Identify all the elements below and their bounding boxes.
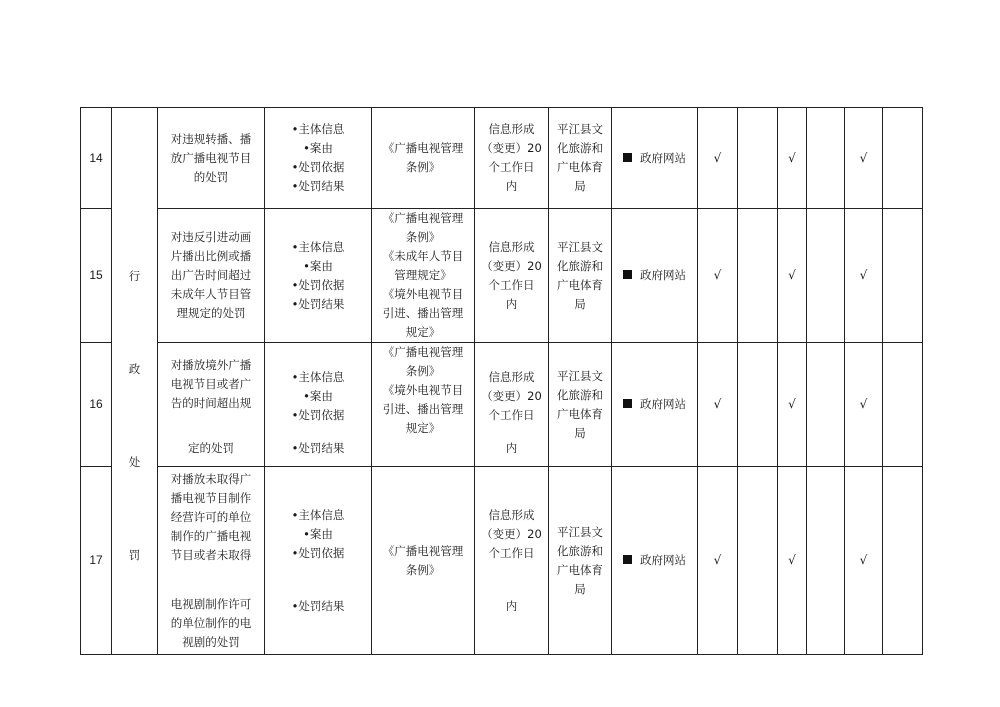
basis-line: 《广播电视管理 bbox=[382, 345, 464, 359]
content-line bbox=[265, 158, 371, 177]
time-line: （变更）20 bbox=[481, 141, 542, 155]
time-line: （变更）20 bbox=[481, 258, 542, 273]
time-top bbox=[475, 346, 548, 425]
content-line bbox=[265, 597, 371, 616]
time-line: 个工作日 bbox=[488, 160, 535, 174]
matter-top bbox=[158, 470, 264, 565]
matter-cell bbox=[158, 209, 265, 343]
matter-line: 告的时间超出规 bbox=[170, 395, 252, 410]
matter-line: 对播放未取得广 bbox=[170, 471, 252, 486]
basis-line: 《广播电视管理 bbox=[382, 141, 464, 155]
content-cell bbox=[265, 209, 372, 343]
time-top bbox=[475, 470, 548, 563]
matter-top bbox=[158, 346, 264, 413]
subject-line: 局 bbox=[574, 179, 586, 193]
category-char: 处 bbox=[128, 455, 141, 469]
subject-line: 平江县文 bbox=[557, 239, 603, 254]
basis-line: 《未成年人节目 bbox=[382, 249, 464, 263]
basis-cell bbox=[372, 343, 475, 467]
check-cell bbox=[845, 343, 883, 467]
time-line: （变更）20 bbox=[481, 388, 542, 403]
check-cell bbox=[845, 209, 883, 343]
category-char: 政 bbox=[128, 362, 141, 376]
table-row bbox=[81, 467, 923, 655]
matter-line: 的单位制作的电 bbox=[170, 615, 252, 630]
time-cell bbox=[475, 209, 549, 343]
matter-line: 电视节目或者广 bbox=[170, 376, 252, 391]
time-line: 内 bbox=[505, 598, 518, 613]
check-cell bbox=[845, 108, 883, 209]
content-bottom bbox=[265, 597, 371, 652]
subject-cell bbox=[549, 343, 612, 467]
time-line: 内 bbox=[505, 179, 518, 193]
line-text: 案由 bbox=[309, 258, 333, 273]
subject-line: 广电体育 bbox=[557, 160, 603, 174]
channel-text: 政府网站 bbox=[640, 553, 686, 567]
basis-line: 规定》 bbox=[405, 325, 441, 339]
content-top bbox=[265, 470, 371, 563]
line-text: 处罚结果 bbox=[298, 179, 345, 193]
category-label bbox=[112, 171, 157, 591]
bullet-mark: • bbox=[303, 388, 310, 403]
line-text: 处罚依据 bbox=[298, 277, 345, 292]
check-mark-icon: √ bbox=[788, 268, 796, 282]
matter-line: 片播出比例或播 bbox=[170, 249, 252, 263]
matter-bottom bbox=[158, 595, 264, 652]
bullet-mark: • bbox=[303, 141, 310, 155]
table-row bbox=[81, 108, 923, 209]
basis-line: 规定》 bbox=[405, 421, 441, 435]
basis-line: 条例》 bbox=[405, 562, 441, 577]
basis-line: 《境外电视节目 bbox=[382, 383, 464, 397]
row-number: 14 bbox=[81, 108, 112, 209]
matter-bottom bbox=[158, 439, 264, 464]
matter-split bbox=[158, 346, 264, 464]
matter-line: 对违反引进动画 bbox=[170, 230, 252, 244]
time-line: 信息形成 bbox=[488, 369, 535, 384]
check-cell bbox=[698, 108, 738, 209]
check-cell bbox=[807, 343, 845, 467]
line-text: 案由 bbox=[309, 388, 333, 403]
time-line: 信息形成 bbox=[488, 239, 535, 254]
bullet-mark: • bbox=[291, 160, 299, 174]
matter-line: 制作的广播电视 bbox=[170, 528, 252, 543]
matter-cell bbox=[158, 467, 265, 655]
subject-line: 化旅游和 bbox=[557, 543, 603, 558]
time-line: 信息形成 bbox=[488, 507, 535, 522]
subject-line: 局 bbox=[574, 425, 586, 440]
content-line bbox=[265, 276, 371, 295]
channel-cell bbox=[612, 467, 698, 655]
disclosure-table bbox=[80, 107, 923, 655]
content-top bbox=[265, 346, 371, 425]
matter-cell bbox=[158, 343, 265, 467]
subject-line: 化旅游和 bbox=[557, 141, 603, 155]
line-text: 处罚依据 bbox=[298, 407, 345, 422]
content-line bbox=[265, 257, 371, 276]
check-cell bbox=[738, 343, 778, 467]
check-cell bbox=[807, 467, 845, 655]
check-cell bbox=[698, 343, 738, 467]
basis-cell bbox=[372, 209, 475, 343]
basis-line: 《广播电视管理 bbox=[382, 211, 464, 225]
subject-line: 化旅游和 bbox=[557, 387, 603, 402]
check-cell bbox=[845, 467, 883, 655]
content-line bbox=[265, 525, 371, 544]
matter-line: 节目或者未取得 bbox=[170, 547, 252, 562]
check-cell bbox=[883, 108, 923, 209]
check-cell bbox=[778, 343, 807, 467]
line-text: 处罚依据 bbox=[298, 545, 345, 560]
content-line bbox=[265, 439, 371, 458]
bullet-mark: • bbox=[303, 526, 310, 541]
subject-cell bbox=[549, 108, 612, 209]
content-line bbox=[265, 368, 371, 387]
content-bottom bbox=[265, 439, 371, 464]
line-text: 案由 bbox=[309, 526, 333, 541]
content-line bbox=[265, 406, 371, 425]
time-line: 个工作日 bbox=[488, 407, 535, 422]
channel-text: 政府网站 bbox=[640, 150, 686, 165]
channel-text: 政府网站 bbox=[640, 397, 686, 411]
subject-line: 广电体育 bbox=[557, 406, 603, 421]
check-cell bbox=[738, 209, 778, 343]
content-cell bbox=[265, 467, 372, 655]
bullet-mark: • bbox=[291, 239, 299, 254]
row-number: 15 bbox=[81, 209, 112, 343]
square-bullet-icon bbox=[623, 270, 632, 279]
content-line bbox=[265, 544, 371, 563]
row-number: 17 bbox=[81, 467, 112, 655]
content-cell bbox=[265, 343, 372, 467]
time-split bbox=[475, 470, 548, 652]
subject-line: 化旅游和 bbox=[557, 258, 603, 273]
content-split bbox=[265, 470, 371, 652]
square-bullet-icon bbox=[623, 153, 632, 162]
check-cell bbox=[778, 209, 807, 343]
content-cell bbox=[265, 108, 372, 209]
bullet-mark: • bbox=[291, 407, 299, 422]
matter-line: 出广告时间超过 bbox=[170, 268, 252, 282]
check-mark-icon: √ bbox=[713, 150, 722, 165]
check-mark-icon: √ bbox=[859, 553, 868, 567]
check-mark-icon: √ bbox=[859, 397, 868, 411]
basis-line: 条例》 bbox=[405, 364, 441, 378]
basis-line: 引进、播出管理 bbox=[382, 402, 464, 416]
line-text: 处罚结果 bbox=[298, 598, 345, 613]
bullet-mark: • bbox=[291, 545, 299, 560]
check-cell bbox=[738, 467, 778, 655]
subject-line: 局 bbox=[574, 581, 586, 596]
time-line: 个工作日 bbox=[488, 545, 535, 560]
line-text: 案由 bbox=[309, 141, 333, 155]
basis-line: 《广播电视管理 bbox=[382, 543, 464, 558]
channel-text: 政府网站 bbox=[640, 268, 686, 282]
matter-line: 对播放境外广播 bbox=[170, 357, 252, 372]
check-cell bbox=[883, 343, 923, 467]
content-line bbox=[265, 120, 371, 139]
check-mark-icon: √ bbox=[859, 268, 868, 282]
time-split bbox=[475, 346, 548, 464]
time-line: 内 bbox=[505, 440, 518, 455]
matter-line: 未成年人节目管 bbox=[170, 287, 252, 301]
content-line bbox=[265, 506, 371, 525]
basis-line: 管理规定》 bbox=[394, 268, 452, 282]
line-text: 主体信息 bbox=[298, 239, 345, 254]
time-line: 信息形成 bbox=[488, 122, 535, 136]
basis-line: 《境外电视节目 bbox=[382, 287, 464, 301]
time-cell bbox=[475, 108, 549, 209]
check-cell bbox=[807, 108, 845, 209]
basis-cell bbox=[372, 108, 475, 209]
content-line bbox=[265, 177, 371, 196]
line-text: 处罚结果 bbox=[298, 440, 345, 455]
matter-line: 电视剧制作许可 bbox=[170, 596, 252, 611]
bullet-mark: • bbox=[303, 258, 310, 273]
bullet-mark: • bbox=[291, 598, 299, 613]
matter-line: 播电视节目制作 bbox=[170, 490, 252, 505]
check-mark-icon: √ bbox=[788, 397, 796, 411]
bullet-mark: • bbox=[291, 122, 299, 136]
check-cell bbox=[778, 108, 807, 209]
table-row bbox=[81, 209, 923, 343]
bullet-mark: • bbox=[291, 507, 299, 522]
subject-cell bbox=[549, 467, 612, 655]
bullet-mark: • bbox=[291, 369, 299, 384]
content-line bbox=[265, 238, 371, 257]
matter-line: 放广播电视节目 bbox=[170, 150, 252, 165]
time-line: （变更）20 bbox=[481, 526, 542, 541]
matter-line: 对违规转播、播 bbox=[170, 131, 252, 146]
matter-cell bbox=[158, 108, 265, 209]
check-mark-icon: √ bbox=[788, 150, 796, 165]
matter-line: 理规定的处罚 bbox=[176, 306, 246, 320]
line-text: 主体信息 bbox=[298, 369, 345, 384]
check-cell bbox=[778, 467, 807, 655]
matter-line: 经营许可的单位 bbox=[170, 509, 252, 524]
table-row bbox=[81, 343, 923, 467]
check-mark-icon: √ bbox=[713, 553, 722, 567]
time-cell bbox=[475, 343, 549, 467]
time-line: 内 bbox=[505, 296, 518, 311]
check-cell bbox=[807, 209, 845, 343]
line-text: 主体信息 bbox=[298, 507, 345, 522]
content-line bbox=[265, 387, 371, 406]
content-line bbox=[265, 139, 371, 158]
check-cell bbox=[698, 209, 738, 343]
matter-split bbox=[158, 470, 264, 652]
check-cell bbox=[738, 108, 778, 209]
check-mark-icon: √ bbox=[713, 268, 722, 282]
line-text: 主体信息 bbox=[298, 122, 345, 136]
matter-line: 视剧的处罚 bbox=[182, 634, 240, 649]
basis-line: 引进、播出管理 bbox=[382, 306, 464, 320]
square-bullet-icon bbox=[623, 555, 632, 564]
check-mark-icon: √ bbox=[788, 553, 796, 567]
bullet-mark: • bbox=[291, 296, 299, 311]
bullet-mark: • bbox=[291, 440, 299, 455]
bullet-mark: • bbox=[291, 277, 299, 292]
bullet-mark: • bbox=[291, 179, 299, 193]
time-bottom bbox=[475, 439, 548, 464]
check-cell bbox=[883, 209, 923, 343]
subject-line: 广电体育 bbox=[557, 277, 603, 292]
subject-cell bbox=[549, 209, 612, 343]
check-cell bbox=[698, 467, 738, 655]
subject-line: 平江县文 bbox=[557, 524, 603, 539]
check-cell bbox=[883, 467, 923, 655]
subject-line: 广电体育 bbox=[557, 562, 603, 577]
matter-line: 定的处罚 bbox=[188, 440, 234, 455]
line-text: 处罚依据 bbox=[298, 160, 345, 174]
channel-cell bbox=[612, 108, 698, 209]
category-char: 罚 bbox=[128, 548, 141, 562]
row-number: 16 bbox=[81, 343, 112, 467]
content-split bbox=[265, 346, 371, 464]
check-mark-icon: √ bbox=[713, 397, 722, 411]
basis-line: 条例》 bbox=[405, 160, 441, 174]
time-cell bbox=[475, 467, 549, 655]
line-text: 处罚结果 bbox=[298, 296, 345, 311]
channel-cell bbox=[612, 209, 698, 343]
category-char: 行 bbox=[128, 269, 141, 283]
subject-line: 平江县文 bbox=[557, 122, 603, 136]
channel-cell bbox=[612, 343, 698, 467]
square-bullet-icon bbox=[623, 399, 632, 408]
check-mark-icon: √ bbox=[859, 150, 868, 165]
basis-cell bbox=[372, 467, 475, 655]
subject-line: 局 bbox=[574, 296, 586, 311]
subject-line: 平江县文 bbox=[557, 368, 603, 383]
content-line bbox=[265, 295, 371, 314]
matter-line: 的处罚 bbox=[193, 169, 229, 184]
category-cell bbox=[112, 108, 158, 655]
basis-line: 条例》 bbox=[405, 230, 441, 244]
time-line: 个工作日 bbox=[488, 277, 535, 292]
time-bottom bbox=[475, 597, 548, 652]
